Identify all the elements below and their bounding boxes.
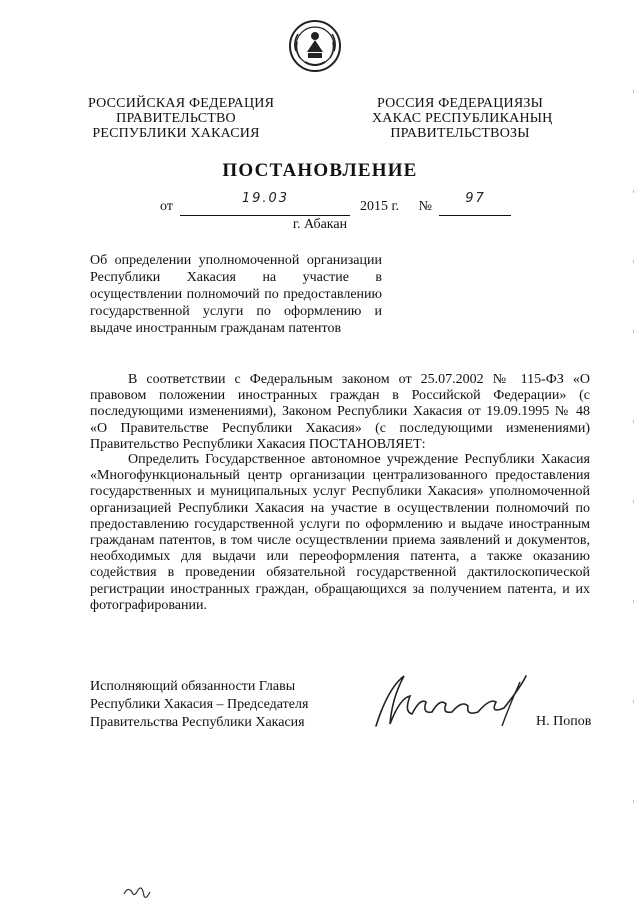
- year-label: 2015 г.: [359, 199, 400, 214]
- header-left-line-3: РЕСПУБЛИКИ ХАКАСИЯ: [92, 126, 260, 141]
- date-number-line: [160, 191, 511, 216]
- date-from-label: от: [160, 199, 173, 214]
- handwritten-signature: [370, 668, 540, 738]
- coat-of-arms-emblem: [287, 18, 343, 74]
- scan-edge-marks: [632, 0, 636, 905]
- document-subject: Об определении уполномоченной организации Республики Хакасия на участие в осуществлении полномочий по предоставлению государственной услуги по оформлению и выдаче иностранным гражданам патентов: [90, 253, 382, 336]
- body-paragraph-2: Определить Государственное автономное учреждение Республики Хакасия «Многофункциональный центр организации централизованного предоставления государственных и муниципальных услуг Республики Хакасия» уполномоченной организацией Республики Хакасия на участие в осуществлении полномочий по предоставлению государственной услуги по оформлению и выдаче иностранным гражданам патентов, в том числе осуществлении приема заявлений и документов, необходимых для выдачи или переоформления патента, а также оказанию содействия в проведении обязательной государственной дактилоскопической регистрации иностранных граждан, обращающихся за получением патента, и их фотографировании.: [90, 452, 590, 613]
- date-blank: [180, 191, 350, 216]
- header-right-line-1: РОССИЯ ФЕДЕРАЦИЯЗЫ: [376, 96, 544, 111]
- city-label: г. Абакан: [292, 217, 348, 232]
- body-paragraph-1: В соответствии с Федеральным законом от 25.07.2002 № 115-ФЗ «О правовом положении иностранных граждан в Российской Федерации» (с последующими изменениями), Законом Республики Хакасия от 19.09.1995 № 48 «О Правительстве Республики Хакасия» (с последующими изменениями) Правительство Республики Хакасия ПОСТАНОВЛЯЕТ:: [90, 372, 590, 452]
- signatory-title-line-2: Республики Хакасия – Председателя: [90, 697, 309, 712]
- handwritten-number: 97: [465, 191, 486, 206]
- signatory-name: Н. Попов: [536, 714, 592, 729]
- header-left-block: [88, 96, 275, 141]
- document-title: ПОСТАНОВЛЕНИЕ: [222, 160, 418, 181]
- signatory-title: [90, 678, 308, 732]
- bottom-handwritten-mark: [120, 880, 160, 902]
- header-right-block: [372, 96, 553, 141]
- handwritten-date: 19.03: [241, 191, 290, 206]
- header-right-line-3: ПРАВИТЕЛЬСТВОЗЫ: [390, 126, 530, 141]
- number-label: №: [418, 199, 432, 214]
- header-right-line-2: ХАКАС РЕСПУБЛИКАНЫҢ: [372, 111, 553, 126]
- signatory-title-line-3: Правительства Республики Хакасия: [90, 715, 305, 730]
- number-blank: [439, 191, 511, 216]
- header-left-line-2: ПРАВИТЕЛЬСТВО: [116, 111, 236, 126]
- signatory-title-line-1: Исполняющий обязанности Главы: [90, 679, 296, 694]
- header-left-line-1: РОССИЙСКАЯ ФЕДЕРАЦИЯ: [88, 96, 275, 111]
